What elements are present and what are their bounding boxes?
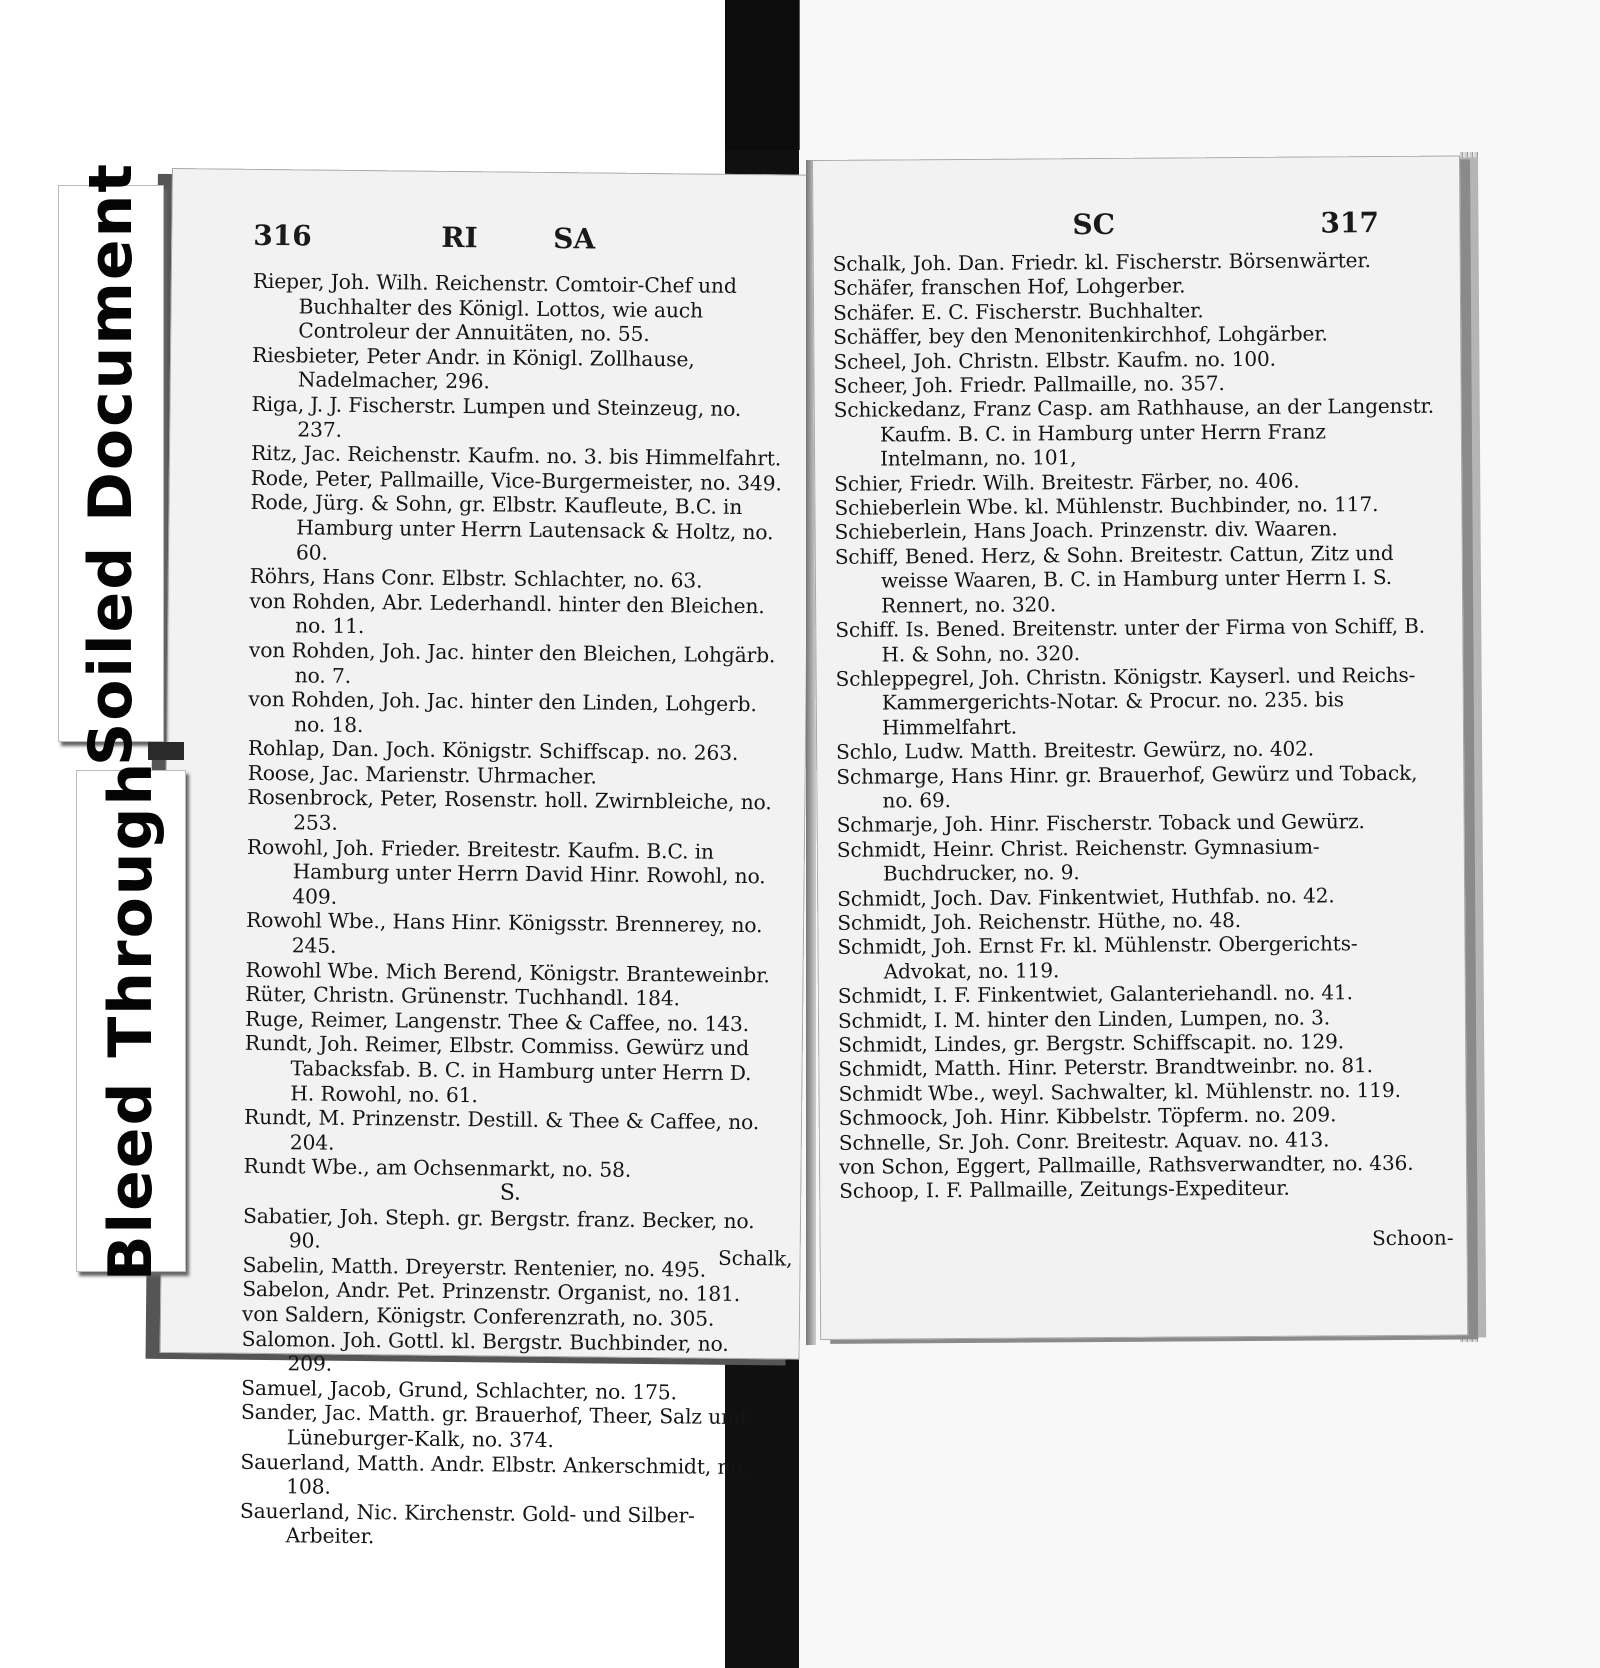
directory-entry: Schmidt, Joh. Ernst Fr. kl. Mühlenstr. Obergerichts-Advokat, no. 119.: [837, 931, 1358, 984]
directory-entry: Schäffer, bey den Menonitenkirchhof, Lohgärber.: [833, 321, 1328, 350]
right-header-center: SC: [1072, 207, 1116, 242]
directory-entry: Sabelon, Andr. Pet. Prinzenstr. Organist, no. 181.: [242, 1277, 741, 1307]
directory-entry: Schickedanz, Franz Casp. am Rathhause, an der Langenstr. Kaufm. B. C. in Hamburg unter Herrn Franz Intelmann, no. 101,: [833, 394, 1435, 471]
left-page-header: [171, 218, 811, 265]
bleed-through-label-text: Bleed Through: [96, 760, 166, 1282]
directory-entry: Schieberlein Wbe. kl. Mühlenstr. Buchbinder, no. 117.: [834, 492, 1379, 520]
bleed-through-label: [76, 760, 186, 1282]
directory-entry: Ruge, Reimer, Langenstr. Thee & Caffee, no. 143.: [244, 1006, 750, 1036]
directory-entry: Rieper, Joh. Wilh. Reichenstr. Comtoir-Chef und Buchhalter des Königl. Lottos, wie auch Controleur der Annuitäten, no. 55.: [252, 268, 737, 347]
directory-entry: Schmidt, Matth. Hinr. Peterstr. Brandtweinbr. no. 81.: [838, 1053, 1373, 1082]
right-page-number: 317: [1320, 206, 1380, 240]
directory-entry: Sauerland, Matth. Andr. Elbstr. Ankerschmidt, no. 108.: [240, 1449, 749, 1499]
directory-entry: Schiff. Is. Bened. Breitenstr. unter der Firma von Schiff, B. H. & Sohn, no. 320.: [835, 613, 1426, 667]
directory-entry: von Rohden, Joh. Jac. hinter den Linden, Lohgerb. no. 18.: [248, 686, 757, 737]
directory-entry: Schlo, Ludw. Matth. Breitestr. Gewürz, no. 402.: [836, 736, 1315, 764]
directory-entry: Schleppegrel, Joh. Christn. Königstr. Kayserl. und Reichs-Kammergerichts-Notar. & Procur. no. 235. bis Himmelfahrt.: [835, 662, 1416, 740]
directory-entry: Schier, Friedr. Wilh. Breitestr. Färber, no. 406.: [834, 468, 1300, 496]
directory-entry: Rundt, Joh. Reimer, Elbstr. Commiss. Gewürz und Tabacksfab. B. C. in Hamburg unter Herrn D. H. Rowohl, no. 61.: [244, 1031, 752, 1107]
directory-entry: Schmoock, Joh. Hinr. Kibbelstr. Töpferm. no. 209.: [838, 1102, 1337, 1131]
directory-entry: Ritz, Jac. Reichenstr. Kaufm. no. 3. bis Himmelfahrt.: [250, 441, 782, 471]
directory-entry: Roose, Jac. Marienstr. Uhrmacher.: [247, 760, 597, 789]
section-heading-s: S.: [499, 1180, 521, 1206]
directory-entry: Sander, Jac. Matth. gr. Brauerhof, Theer, Salz und Lüneburger-Kalk, no. 374.: [240, 1400, 747, 1452]
directory-entry: Schieberlein, Hans Joach. Prinzenstr. div. Waaren.: [834, 516, 1338, 545]
directory-entry: Samuel, Jacob, Grund, Schlachter, no. 175.: [241, 1375, 678, 1405]
directory-entry: von Rohden, Abr. Lederhandl. hinter den Bleichen. no. 11.: [249, 588, 765, 639]
directory-entry: Schalk, Joh. Dan. Friedr. kl. Fischerstr. Börsenwärter.: [832, 248, 1371, 276]
directory-entry: Röhrs, Hans Conr. Elbstr. Schlachter, no. 63.: [249, 563, 703, 593]
directory-entry: Riesbieter, Peter Andr. in Königl. Zollhause, Nadelmacher, 296.: [251, 342, 695, 394]
directory-entry: Rohlap, Dan. Joch. Königstr. Schiffscap. no. 263.: [247, 736, 739, 766]
directory-entry: Rode, Jürg. & Sohn, gr. Elbstr. Kaufleute, B.C. in Hamburg unter Herrn Lautensack & Holtz, no. 60.: [250, 490, 774, 565]
directory-entry: von Saldern, Königstr. Conferenzrath, no. 305.: [241, 1301, 715, 1331]
directory-entry: Salomon. Joh. Gottl. kl. Bergstr. Buchbinder, no. 209.: [241, 1326, 729, 1376]
directory-entry: Sabatier, Joh. Steph. gr. Bergstr. franz. Becker, no. 90.: [242, 1203, 755, 1253]
right-page-header: [812, 205, 1460, 250]
directory-entry: Schäfer, franschen Hof, Lohgerber.: [832, 273, 1186, 301]
directory-entry: von Schon, Eggert, Pallmaille, Rathsverwandter, no. 436.: [838, 1150, 1414, 1179]
directory-entry: Schoop, I. F. Pallmaille, Zeitungs-Expediteur.: [839, 1176, 1290, 1204]
left-page: [160, 168, 812, 1549]
directory-entry: Schmidt, I. M. hinter den Linden, Lumpen, no. 3.: [837, 1004, 1331, 1033]
left-page-number: 316: [253, 218, 312, 253]
soiled-document-label: [58, 161, 164, 766]
directory-entry: Schiff, Bened. Herz, & Sohn. Breitestr. Cattun, Zitz und weisse Waaren, B. C. in Hamburg unter Herrn I. S. Rennert, no. 320.: [834, 540, 1394, 618]
directory-entry: Rundt Wbe., am Ochsenmarkt, no. 58.: [243, 1154, 632, 1183]
right-entry-list: [833, 248, 1446, 1204]
directory-entry: Sauerland, Nic. Kirchenstr. Gold- und Silber-Arbeiter.: [239, 1498, 695, 1549]
directory-entry: Rüter, Christn. Grünenstr. Tuchhandl. 184.: [245, 982, 681, 1011]
directory-entry: Sabelin, Matth. Dreyerstr. Rentenier, no. 495.: [242, 1252, 707, 1282]
directory-entry: Schmidt, Joch. Dav. Finkentwiet, Huthfab. no. 42.: [837, 882, 1335, 911]
directory-entry: Scheel, Joh. Christn. Elbstr. Kaufm. no. 100.: [833, 346, 1276, 374]
directory-entry: Schmidt Wbe., weyl. Sachwalter, kl. Mühlenstr. no. 119.: [838, 1077, 1401, 1106]
right-catchword: Schoon-: [1371, 1225, 1454, 1251]
left-entry-list: [240, 269, 787, 1553]
directory-entry: Schmidt, Joh. Reichenstr. Hüthe, no. 48.: [837, 907, 1242, 935]
left-header-end: SA: [553, 221, 596, 256]
directory-entry: Schmidt, Heinr. Christ. Reichenstr. Gymnasium-Buchdrucker, no. 9.: [836, 834, 1320, 886]
directory-entry: Rundt, M. Prinzenstr. Destill. & Thee & Caffee, no. 204.: [243, 1104, 760, 1155]
directory-entry: Schäfer. E. C. Fischerstr. Buchhalter.: [832, 298, 1204, 325]
directory-entry: Rowohl, Joh. Frieder. Breitestr. Kaufm. B.C. in Hamburg unter Herrn David Hinr. Rowohl, no. 409.: [246, 834, 766, 909]
left-header-start: RI: [441, 220, 478, 255]
directory-entry: Schnelle, Sr. Joh. Conr. Breitestr. Aquav. no. 413.: [838, 1127, 1330, 1155]
directory-entry: Rosenbrock, Peter, Rosenstr. holl. Zwirnbleiche, no. 253.: [247, 785, 772, 835]
directory-entry: Rowohl Wbe., Hans Hinr. Königsstr. Brennerey, no. 245.: [246, 908, 763, 958]
left-catchword: Schalk,: [717, 1245, 793, 1271]
directory-entry: Rode, Peter, Pallmaille, Vice-Burgermeister, no. 349.: [250, 465, 782, 496]
right-page: [812, 155, 1468, 1339]
bookmark-ribbon-top: [725, 0, 800, 150]
directory-entry: Riga, J. J. Fischerstr. Lumpen und Steinzeug, no. 237.: [251, 391, 742, 442]
directory-entry: Schmarje, Joh. Hinr. Fischerstr. Toback und Gewürz.: [836, 809, 1365, 838]
directory-entry: Schmidt, I. F. Finkentwiet, Galanteriehandl. no. 41.: [837, 980, 1353, 1009]
directory-entry: Schmarge, Hans Hinr. gr. Brauerhof, Gewürz und Toback, no. 69.: [836, 760, 1418, 813]
directory-entry: Rowohl Wbe. Mich Berend, Königstr. Branteweinbr.: [245, 957, 770, 987]
directory-entry: von Rohden, Joh. Jac. hinter den Bleichen, Lohgärb. no. 7.: [248, 637, 776, 688]
directory-entry: Scheer, Joh. Friedr. Pallmaille, no. 357.: [833, 371, 1225, 398]
label-clip: [148, 742, 184, 760]
directory-entry: Schmidt, Lindes, gr. Bergstr. Schiffscapit. no. 129.: [838, 1029, 1345, 1057]
soiled-document-label-text: Soiled Document: [76, 161, 146, 766]
